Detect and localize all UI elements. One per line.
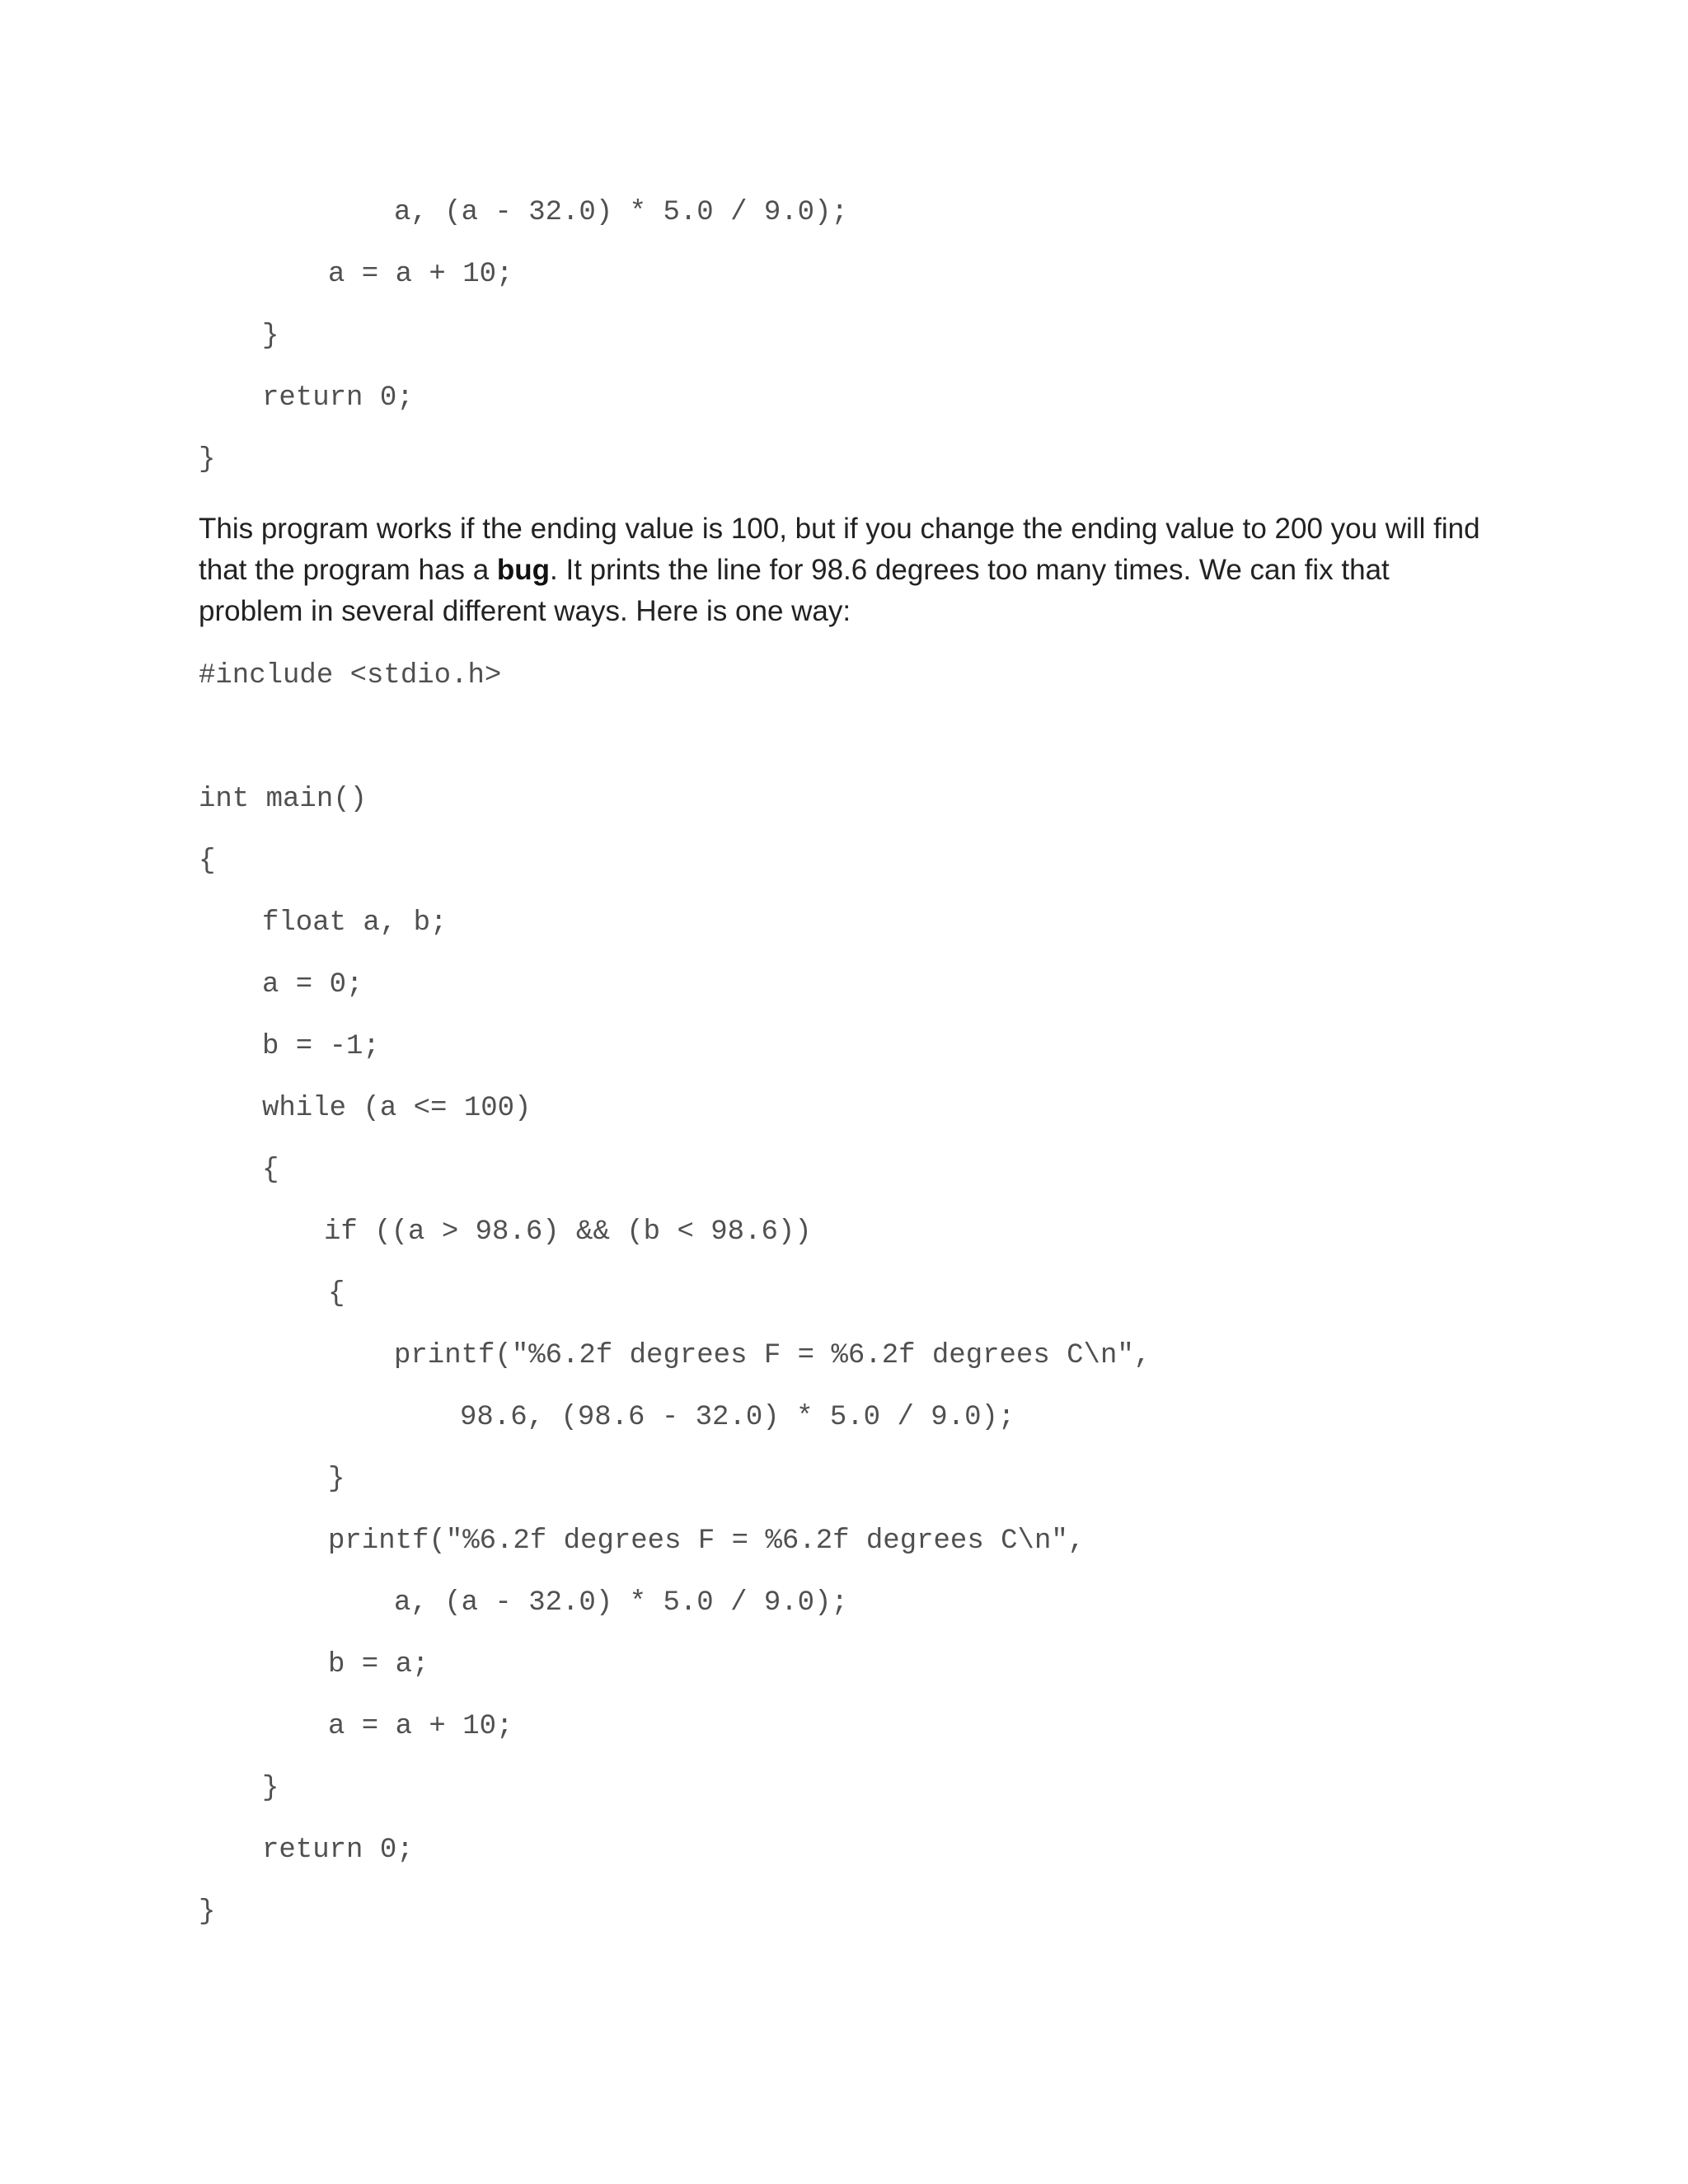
- code-line: a = 0;: [262, 969, 363, 1001]
- code-line: {: [199, 846, 216, 877]
- code-line: {: [328, 1278, 345, 1310]
- code-line: b = -1;: [262, 1031, 380, 1062]
- code-line: {: [262, 1155, 279, 1186]
- code-line: a, (a - 32.0) * 5.0 / 9.0);: [394, 1587, 848, 1619]
- code-line: if ((a > 98.6) && (b < 98.6)): [324, 1216, 812, 1248]
- paragraph-text: This program works if the ending value is 100, but if you change the ending value to 200 you will find that the program has a: [199, 513, 1480, 586]
- code-line: }: [199, 1896, 216, 1928]
- code-line: a = a + 10;: [328, 259, 513, 290]
- body-paragraph: [199, 509, 1501, 632]
- paragraph-text: . It prints the line for 98.6 degrees too many times. We can fix that problem in several different ways. Here is one way:: [199, 554, 1390, 627]
- code-line: }: [262, 321, 279, 352]
- code-line: printf("%6.2f degrees F = %6.2f degrees C\n",: [394, 1340, 1151, 1371]
- code-line: return 0;: [262, 1835, 414, 1866]
- code-line: #include <stdio.h>: [199, 660, 502, 691]
- code-line: }: [328, 1464, 345, 1495]
- code-line: printf("%6.2f degrees F = %6.2f degrees C\n",: [328, 1526, 1085, 1557]
- code-line: 98.6, (98.6 - 32.0) * 5.0 / 9.0);: [460, 1402, 1015, 1433]
- code-line: b = a;: [328, 1649, 429, 1680]
- code-line: return 0;: [262, 382, 414, 414]
- code-line: a, (a - 32.0) * 5.0 / 9.0);: [394, 197, 848, 228]
- code-line: float a, b;: [262, 907, 448, 939]
- code-line: while (a <= 100): [262, 1093, 532, 1124]
- code-line: int main(): [199, 784, 368, 815]
- code-line: }: [199, 444, 216, 476]
- bold-term: bug: [496, 554, 551, 586]
- code-line: a = a + 10;: [328, 1711, 513, 1742]
- code-line: }: [262, 1773, 279, 1804]
